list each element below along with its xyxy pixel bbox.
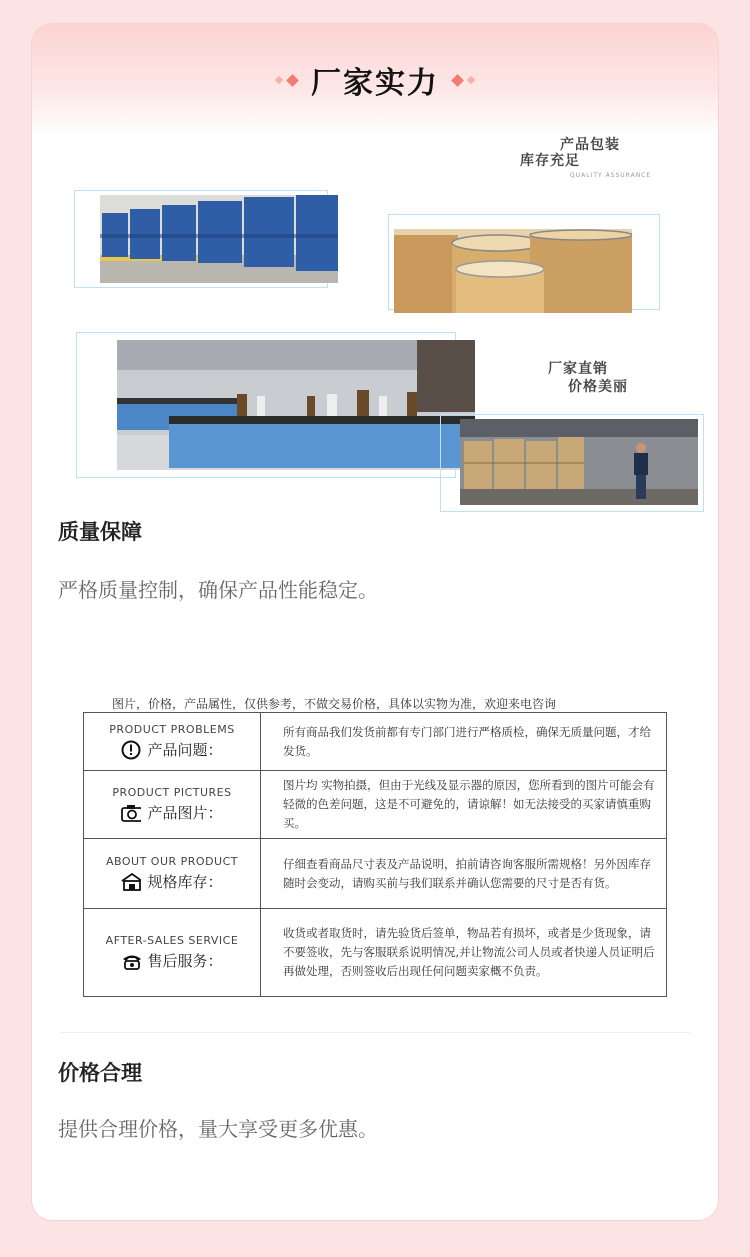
caption-direct-sales: 厂家直销 [548,361,608,377]
price-notice: 图片，价格，产品属性，仅供参考，不做交易价格，具体以实物为准，欢迎来电咨询 [112,697,557,711]
warehouse-drums-photo [100,195,338,283]
row-text: 图片均 实物拍摄，但由于光线及显示器的原因，您所看到的图片可能会有轻微的色差问题，这是不可避免的，请谅解！如无法接受的买家请慎重购买。 [261,771,667,839]
section-title-quality: 质量保障 [58,520,142,544]
row-label [84,713,261,771]
left-diamond-decoration [276,76,297,85]
row-label-en: PRODUCT PICTURES [112,786,232,799]
caption-packaging: 产品包装 [560,137,620,153]
row-label-en: ABOUT OUR PRODUCT [105,855,238,868]
row-label-cn: 产品图片： [147,804,223,822]
warning-icon [121,740,141,760]
caption-good-price: 价格美丽 [568,379,628,395]
row-label [84,909,261,997]
factory-strength-card [32,24,718,1220]
table-row [84,909,667,997]
divider [60,1032,690,1033]
row-text: 所有商品我们发货前都有专门部门进行严格质检，确保无质量问题，才给发货。 [261,713,667,771]
table-row [84,713,667,771]
right-diamond-decoration [453,76,474,85]
row-label-cn: 规格库存： [147,873,223,891]
row-text: 仔细查看商品尺寸表及产品说明，拍前请咨询客服所需规格！另外因库存随时会变动，请购买前与我们联系并确认您需要的尺寸是否有货。 [261,839,667,909]
caption-quality-assurance: QUALITY ASSURANCE [570,172,652,179]
phone-icon [121,951,141,971]
table-row [84,771,667,839]
row-label [84,839,261,909]
row-label [84,771,261,839]
section-title-price: 价格合理 [58,1061,142,1085]
warehouse-worker-photo [460,419,698,505]
caption-stock: 库存充足 [520,153,580,169]
row-label-en: PRODUCT PROBLEMS [109,723,235,736]
section-desc-price: 提供合理价格，量大享受更多优惠。 [58,1117,378,1141]
camera-icon [121,803,141,823]
factory-photo-collage [72,132,702,482]
warehouse-icon [121,872,141,892]
card-title: 厂家实力 [311,66,439,101]
card-header [32,24,718,136]
paper-drums-photo [394,229,632,313]
row-text: 收货或者取货时，请先验货后签单，物品若有损坏，或者是少货现象，请不要签收，先与客服联系说明情况,并让物流公司人员或者快递人员证明后再做处理，否则签收后出现任何问题卖家概不负责。 [261,909,667,997]
laboratory-photo [117,340,475,470]
section-desc-quality: 严格质量控制，确保产品性能稳定。 [58,578,378,602]
row-label-cn: 售后服务： [147,952,223,970]
table-row [84,839,667,909]
service-info-table [83,712,667,997]
row-label-cn: 产品问题： [147,741,223,759]
row-label-en: AFTER-SALES SERVICE [105,934,239,947]
